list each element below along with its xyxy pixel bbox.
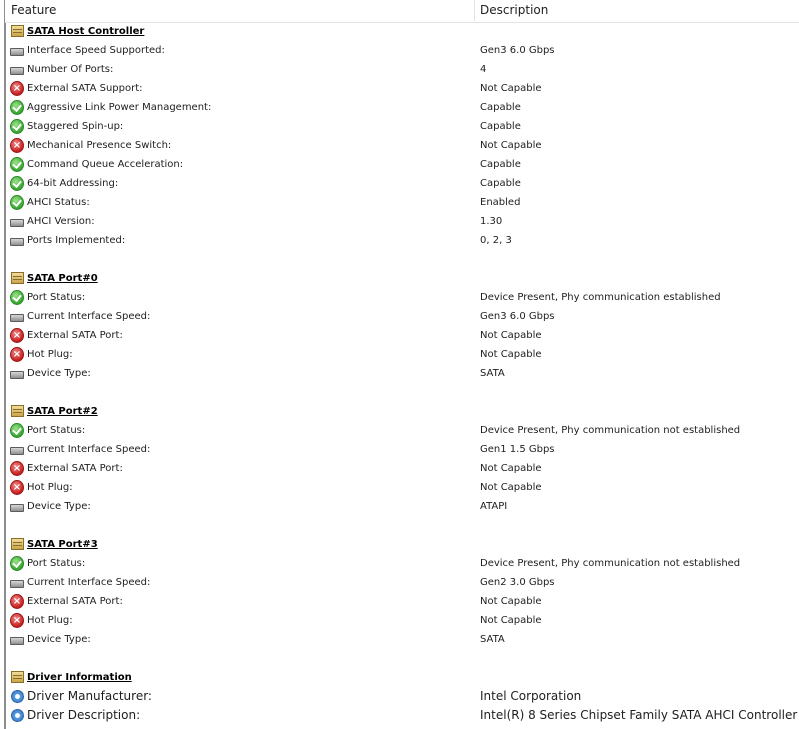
section-header[interactable] xyxy=(0,269,799,288)
section-title: SATA Port#0 xyxy=(27,273,98,284)
drive-icon xyxy=(10,575,24,589)
property-feature: Hot Plug: xyxy=(27,615,73,626)
drive-icon xyxy=(10,499,24,513)
gear-icon xyxy=(10,708,24,722)
section-icon xyxy=(10,670,24,684)
property-row[interactable] xyxy=(0,687,799,706)
property-feature: External SATA Port: xyxy=(27,596,123,607)
property-row[interactable] xyxy=(0,592,799,611)
property-value: Not Capable xyxy=(480,596,542,607)
check-icon xyxy=(10,100,24,114)
property-value: SATA xyxy=(480,634,505,645)
section-header[interactable] xyxy=(0,402,799,421)
drive-icon xyxy=(10,233,24,247)
check-icon xyxy=(10,157,24,171)
property-value: Capable xyxy=(480,121,521,132)
drive-icon xyxy=(10,442,24,456)
check-icon xyxy=(10,290,24,304)
drive-icon xyxy=(10,632,24,646)
section-icon xyxy=(10,271,24,285)
drive-icon xyxy=(10,62,24,76)
property-row[interactable] xyxy=(0,60,799,79)
section-spacer xyxy=(0,383,799,402)
section-icon xyxy=(10,537,24,551)
drive-icon xyxy=(10,366,24,380)
error-icon: × xyxy=(10,480,24,494)
property-value: Intel(R) 8 Series Chipset Family SATA AHCI Controller xyxy=(480,708,798,722)
description-column-header[interactable]: Description xyxy=(480,3,549,17)
property-value: Gen3 6.0 Gbps xyxy=(480,45,555,56)
property-value: Not Capable xyxy=(480,349,542,360)
property-value: Device Present, Phy communication not established xyxy=(480,425,741,436)
property-row[interactable] xyxy=(0,288,799,307)
property-row[interactable] xyxy=(0,212,799,231)
check-icon xyxy=(10,195,24,209)
section-icon xyxy=(10,404,24,418)
property-feature: Device Type: xyxy=(27,368,91,379)
column-header-bar xyxy=(5,0,799,23)
section-title: SATA Host Controller xyxy=(27,26,145,37)
property-value: 4 xyxy=(480,64,487,75)
property-feature: Mechanical Presence Switch: xyxy=(27,140,172,151)
property-feature: AHCI Version: xyxy=(27,216,95,227)
property-row[interactable] xyxy=(0,706,799,725)
property-row[interactable] xyxy=(0,554,799,573)
column-separator[interactable] xyxy=(474,0,475,21)
section-header[interactable] xyxy=(0,668,799,687)
property-value: Intel Corporation xyxy=(480,689,582,703)
property-value: 0, 2, 3 xyxy=(480,235,512,246)
property-value: Gen3 6.0 Gbps xyxy=(480,311,555,322)
property-row[interactable] xyxy=(0,136,799,155)
property-feature: Device Type: xyxy=(27,634,91,645)
property-row[interactable] xyxy=(0,459,799,478)
property-feature: Interface Speed Supported: xyxy=(27,45,165,56)
property-row[interactable] xyxy=(0,155,799,174)
property-feature: AHCI Status: xyxy=(27,197,90,208)
section-header[interactable] xyxy=(0,22,799,41)
check-icon xyxy=(10,423,24,437)
property-row[interactable] xyxy=(0,478,799,497)
drive-icon xyxy=(10,214,24,228)
error-icon: × xyxy=(10,138,24,152)
property-feature: Aggressive Link Power Management: xyxy=(27,102,212,113)
error-icon: × xyxy=(10,347,24,361)
property-value: Gen2 3.0 Gbps xyxy=(480,577,555,588)
property-row[interactable] xyxy=(0,573,799,592)
property-feature: Port Status: xyxy=(27,425,86,436)
property-value: SATA xyxy=(480,368,505,379)
property-feature: Device Type: xyxy=(27,501,91,512)
property-value: ATAPI xyxy=(480,501,508,512)
error-icon: × xyxy=(10,613,24,627)
property-feature: Port Status: xyxy=(27,292,86,303)
section-header[interactable] xyxy=(0,535,799,554)
drive-icon xyxy=(10,43,24,57)
property-value: 1.30 xyxy=(480,216,503,227)
property-row[interactable] xyxy=(0,630,799,649)
error-icon: × xyxy=(10,594,24,608)
property-value: Gen1 1.5 Gbps xyxy=(480,444,555,455)
property-row[interactable] xyxy=(0,611,799,630)
property-feature: Hot Plug: xyxy=(27,349,73,360)
property-row[interactable] xyxy=(0,421,799,440)
property-value: Not Capable xyxy=(480,463,542,474)
section-icon xyxy=(10,24,24,38)
property-row[interactable] xyxy=(0,231,799,250)
property-row[interactable] xyxy=(0,98,799,117)
property-row[interactable] xyxy=(0,79,799,98)
gear-icon xyxy=(10,689,24,703)
check-icon xyxy=(10,119,24,133)
drive-icon xyxy=(10,309,24,323)
property-value: Capable xyxy=(480,178,521,189)
property-row[interactable] xyxy=(0,326,799,345)
property-value: Device Present, Phy communication not established xyxy=(480,558,741,569)
error-icon: × xyxy=(10,328,24,342)
property-value: Not Capable xyxy=(480,615,542,626)
property-row[interactable] xyxy=(0,174,799,193)
section-spacer xyxy=(0,516,799,535)
property-feature: External SATA Port: xyxy=(27,463,123,474)
property-feature: Driver Manufacturer: xyxy=(27,689,152,703)
property-row[interactable] xyxy=(0,497,799,516)
property-row[interactable] xyxy=(0,440,799,459)
check-icon xyxy=(10,176,24,190)
property-value: Device Present, Phy communication established xyxy=(480,292,721,303)
property-row[interactable] xyxy=(0,345,799,364)
property-feature: Current Interface Speed: xyxy=(27,444,151,455)
error-icon: × xyxy=(10,81,24,95)
property-feature: Command Queue Acceleration: xyxy=(27,159,184,170)
error-icon: × xyxy=(10,461,24,475)
property-feature: External SATA Port: xyxy=(27,330,123,341)
property-feature: Current Interface Speed: xyxy=(27,577,151,588)
property-feature: Staggered Spin-up: xyxy=(27,121,124,132)
section-spacer xyxy=(0,250,799,269)
property-feature: Driver Description: xyxy=(27,708,141,722)
property-value: Not Capable xyxy=(480,140,542,151)
property-value: Capable xyxy=(480,102,521,113)
property-feature: Number Of Ports: xyxy=(27,64,114,75)
property-row[interactable] xyxy=(0,193,799,212)
property-feature: 64-bit Addressing: xyxy=(27,178,119,189)
section-title: SATA Port#3 xyxy=(27,539,98,550)
property-value: Capable xyxy=(480,159,521,170)
property-feature: Current Interface Speed: xyxy=(27,311,151,322)
section-spacer xyxy=(0,649,799,668)
section-title: SATA Port#2 xyxy=(27,406,98,417)
property-value: Not Capable xyxy=(480,482,542,493)
property-value: Not Capable xyxy=(480,330,542,341)
property-row[interactable] xyxy=(0,117,799,136)
property-row[interactable] xyxy=(0,364,799,383)
section-title: Driver Information xyxy=(27,672,132,683)
feature-column-header[interactable]: Feature xyxy=(11,3,57,17)
property-value: Not Capable xyxy=(480,83,542,94)
property-feature: Ports Implemented: xyxy=(27,235,126,246)
property-row[interactable] xyxy=(0,41,799,60)
property-feature: External SATA Support: xyxy=(27,83,143,94)
check-icon xyxy=(10,556,24,570)
properties-list xyxy=(0,22,799,725)
property-feature: Port Status: xyxy=(27,558,86,569)
property-row[interactable] xyxy=(0,307,799,326)
property-feature: Hot Plug: xyxy=(27,482,73,493)
property-value: Enabled xyxy=(480,197,521,208)
